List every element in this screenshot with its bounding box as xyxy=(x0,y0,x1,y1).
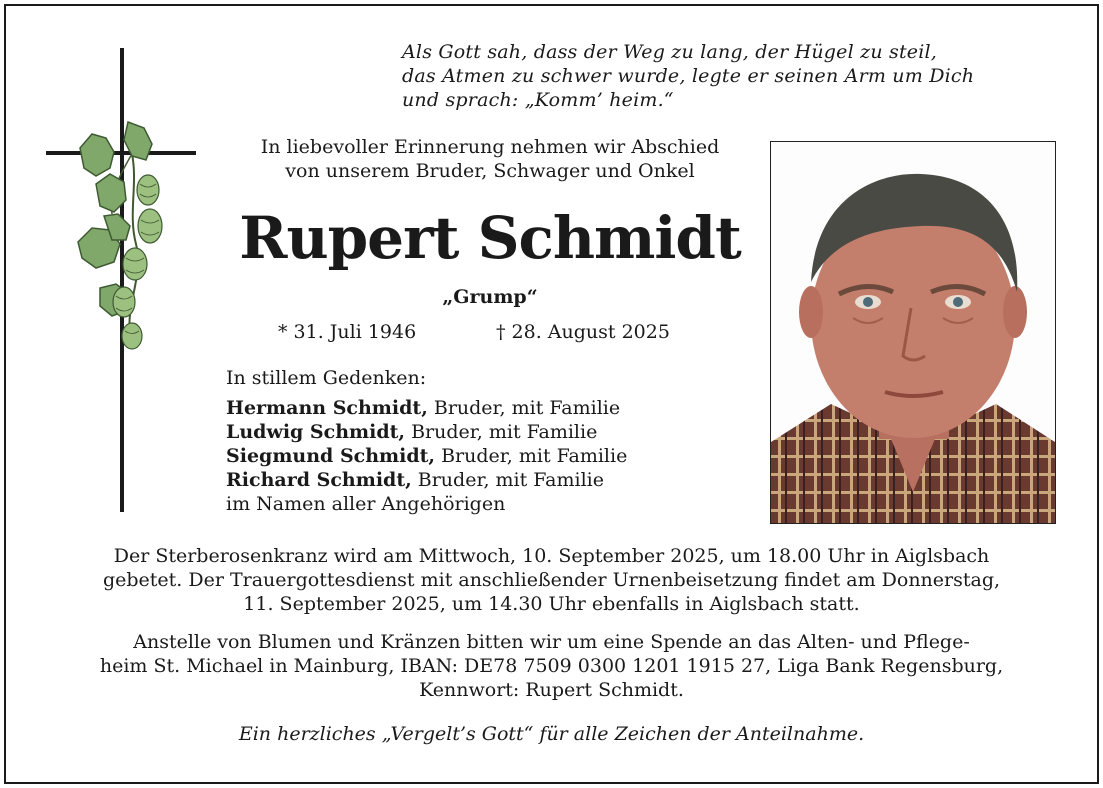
mourner-relation: Bruder, mit Familie xyxy=(405,421,598,443)
mourners-heading: In stillem Gedenken: xyxy=(226,367,427,389)
deceased-name: Rupert Schmidt xyxy=(239,204,741,272)
mourner-name: Richard Schmidt, xyxy=(226,469,412,491)
memorial-quote xyxy=(402,40,1062,112)
donation-line: Kennwort: Rupert Schmidt. xyxy=(419,679,684,701)
portrait-photo xyxy=(770,141,1056,524)
mourner-relation: Bruder, mit Familie xyxy=(411,469,605,491)
mourner-row xyxy=(226,444,627,468)
mourner-name: Siegmund Schmidt, xyxy=(226,445,436,467)
donation-line: heim St. Michael in Mainburg, IBAN: DE78 7509 0300 1201 1915 27, Liga Bank Regensburg, xyxy=(99,655,1004,677)
intro-line: In liebevoller Erinnerung nehmen wir Abschied xyxy=(260,136,720,158)
service-line: gebetet. Der Trauergottesdienst mit anschließender Urnenbeisetzung findet am Donnerstag, xyxy=(102,569,1001,591)
quote-line: Als Gott sah, dass der Weg zu lang, der Hügel zu steil, xyxy=(402,41,938,63)
service-notice xyxy=(40,544,1063,616)
intro-text xyxy=(222,135,758,183)
deceased-nickname: „Grump“ xyxy=(442,286,538,308)
mourner-name: Hermann Schmidt, xyxy=(226,397,428,419)
birth-date: * 31. Juli 1946 xyxy=(278,321,417,343)
mourner-row xyxy=(226,468,627,492)
portrait-image xyxy=(771,142,1055,523)
service-line: Der Sterberosenkranz wird am Mittwoch, 10. September 2025, um 18.00 Uhr in Aiglsbach xyxy=(113,545,990,567)
mourner-row xyxy=(226,396,627,420)
quote-line: das Atmen zu schwer wurde, legte er seinen Arm um Dich xyxy=(402,65,975,87)
donation-line: Anstelle von Blumen und Kränzen bitten wir um eine Spende an das Alten- und Pflege- xyxy=(133,631,970,653)
mourner-row xyxy=(226,420,627,444)
service-line: 11. September 2025, um 14.30 Uhr ebenfalls in Aiglsbach statt. xyxy=(243,593,860,615)
cross-with-hops-icon xyxy=(40,44,205,516)
intro-line: von unserem Bruder, Schwager und Onkel xyxy=(285,160,695,182)
mourners-closing: im Namen aller Angehörigen xyxy=(226,493,506,515)
mourner-relation: Bruder, mit Familie xyxy=(427,397,621,419)
mourner-name: Ludwig Schmidt, xyxy=(226,421,406,443)
mourner-relation: Bruder, mit Familie xyxy=(435,445,628,467)
closing-thanks: Ein herzliches „Vergelt’s Gott“ für alle Zeichen der Anteilnahme. xyxy=(238,723,865,745)
donation-notice xyxy=(40,630,1063,702)
quote-line: und sprach: „Komm’ heim.“ xyxy=(402,89,674,111)
death-date: † 28. August 2025 xyxy=(496,321,670,343)
mourners-list xyxy=(226,366,627,516)
